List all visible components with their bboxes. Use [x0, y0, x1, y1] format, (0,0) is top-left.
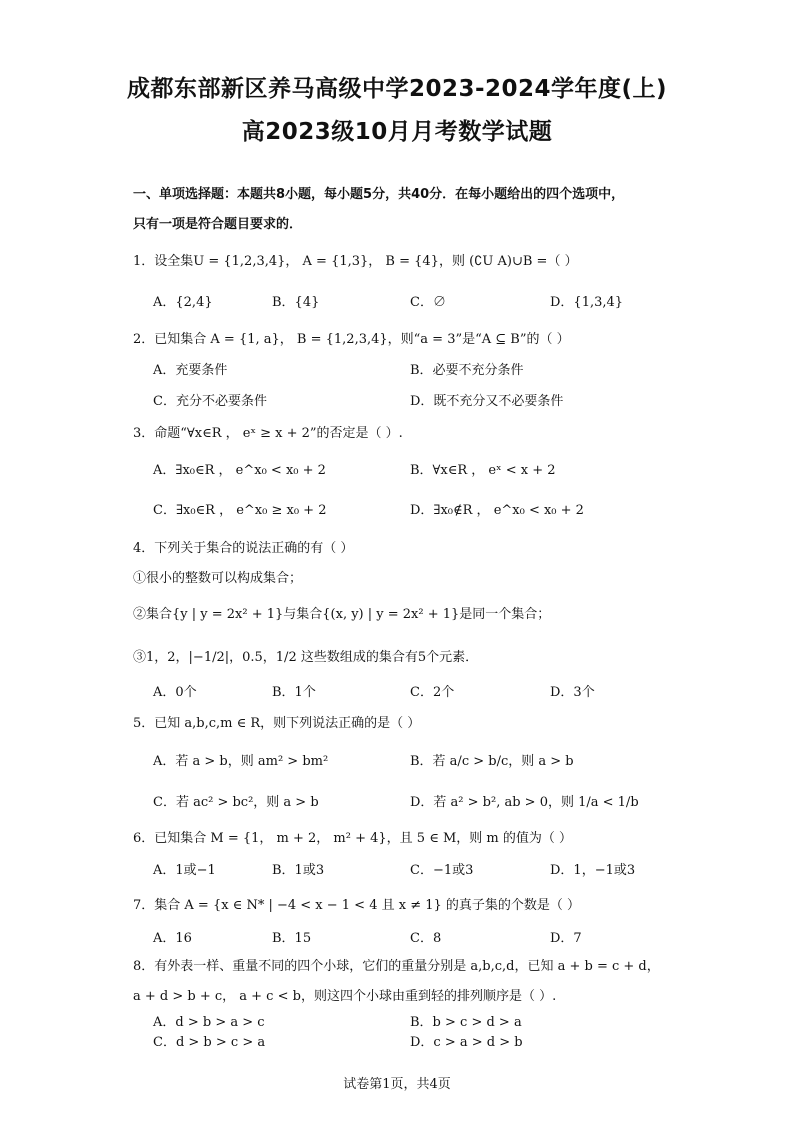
question-4-statement-3: ③1，2，|−1/2|，0.5，1/2 这些数组成的集合有5个元素．: [133, 650, 479, 665]
question-5-option-b[interactable]: B．若 a/c > b/c，则 a > b: [410, 754, 574, 769]
page-footer: 试卷第1页，共4页: [343, 1077, 451, 1092]
question-2-option-d[interactable]: D．既不充分又不必要条件: [410, 394, 564, 409]
question-8-stem: 8．有外表一样、重量不同的四个小球，它们的重量分别是 a,b,c,d，已知 a + b = c + d，: [133, 959, 660, 974]
question-7-option-a[interactable]: A．16: [153, 931, 192, 946]
section-heading-line-2: 只有一项是符合题目要求的．: [133, 217, 303, 232]
question-5-option-a[interactable]: A．若 a > b，则 am² > bm²: [153, 754, 329, 769]
question-8-option-c[interactable]: C．d > b > c > a: [153, 1035, 266, 1050]
question-2-option-a[interactable]: A．充要条件: [153, 363, 228, 378]
question-4-option-c[interactable]: C．2个: [410, 685, 455, 700]
section-heading-line-1: 一、单项选择题：本题共8小题，每小题5分，共40分．在每小题给出的四个选项中，: [133, 187, 625, 202]
question-3-option-a[interactable]: A．∃x₀∈R ， e^x₀ < x₀ + 2: [153, 463, 326, 478]
question-8-stem-continued: a + d > b + c， a + c < b，则这四个小球由重到轻的排列顺序是（ ）.: [133, 989, 557, 1004]
question-1-option-b[interactable]: B．{4}: [272, 295, 320, 310]
question-3-stem: 3．命题“∀x∈R ， eˣ ≥ x + 2”的否定是（ ）.: [133, 426, 403, 441]
question-6-option-d[interactable]: D．1，−1或3: [550, 863, 636, 878]
question-3-option-c[interactable]: C．∃x₀∈R ， e^x₀ ≥ x₀ + 2: [153, 503, 327, 518]
question-1-option-c[interactable]: C．∅: [410, 295, 446, 310]
question-5-stem: 5．已知 a,b,c,m ∈ R，则下列说法正确的是（ ）: [133, 716, 421, 731]
question-6-stem: 6．已知集合 M = {1， m + 2， m² + 4}，且 5 ∈ M，则 m 的值为（ ）: [133, 831, 572, 846]
question-5-option-c[interactable]: C．若 ac² > bc²，则 a > b: [153, 795, 319, 810]
question-7-option-d[interactable]: D．7: [550, 931, 582, 946]
question-3-option-b[interactable]: B．∀x∈R ， eˣ < x + 2: [410, 463, 556, 478]
question-6-option-b[interactable]: B．1或3: [272, 863, 325, 878]
question-6-option-c[interactable]: C．−1或3: [410, 863, 474, 878]
question-4-statement-1: ①很小的整数可以构成集合；: [133, 571, 303, 586]
question-2-option-c[interactable]: C．充分不必要条件: [153, 394, 267, 409]
title-line-1: 成都东部新区养马高级中学2023-2024学年度(上): [126, 76, 668, 102]
question-8-option-b[interactable]: B．b > c > d > a: [410, 1015, 522, 1030]
question-8-option-d[interactable]: D．c > a > d > b: [410, 1035, 523, 1050]
title-line-2: 高2023级10月月考数学试题: [241, 119, 553, 145]
question-1-option-d[interactable]: D．{1,3,4}: [550, 295, 624, 310]
question-4-statement-2: ②集合{y | y = 2x² + 1}与集合{(x, y) | y = 2x² + 1}是同一个集合；: [133, 607, 551, 622]
question-3-option-d[interactable]: D．∃x₀∉R ， e^x₀ < x₀ + 2: [410, 503, 584, 518]
question-2-option-b[interactable]: B．必要不充分条件: [410, 363, 524, 378]
question-4-option-a[interactable]: A．0个: [153, 685, 197, 700]
question-2-stem: 2．已知集合 A = {1, a}， B = {1,2,3,4}，则“a = 3”是“A ⊆ B”的（ ）: [133, 332, 570, 347]
question-4-option-d[interactable]: D．3个: [550, 685, 595, 700]
question-7-option-b[interactable]: B．15: [272, 931, 312, 946]
question-4-stem: 4．下列关于集合的说法正确的有（ ）: [133, 541, 354, 556]
question-7-option-c[interactable]: C．8: [410, 931, 442, 946]
question-1-option-a[interactable]: A．{2,4}: [153, 295, 213, 310]
question-1-stem: 1．设全集U = {1,2,3,4}， A = {1,3}， B = {4}，则 (∁U A)∪B =（ ）: [133, 254, 578, 269]
question-8-option-a[interactable]: A．d > b > a > c: [153, 1015, 265, 1030]
question-6-option-a[interactable]: A．1或−1: [153, 863, 216, 878]
question-7-stem: 7．集合 A = {x ∈ N* | −4 < x − 1 < 4 且 x ≠ 1} 的真子集的个数是（ ）: [133, 898, 581, 913]
question-5-option-d[interactable]: D．若 a² > b², ab > 0，则 1/a < 1/b: [410, 795, 639, 810]
question-4-option-b[interactable]: B．1个: [272, 685, 316, 700]
